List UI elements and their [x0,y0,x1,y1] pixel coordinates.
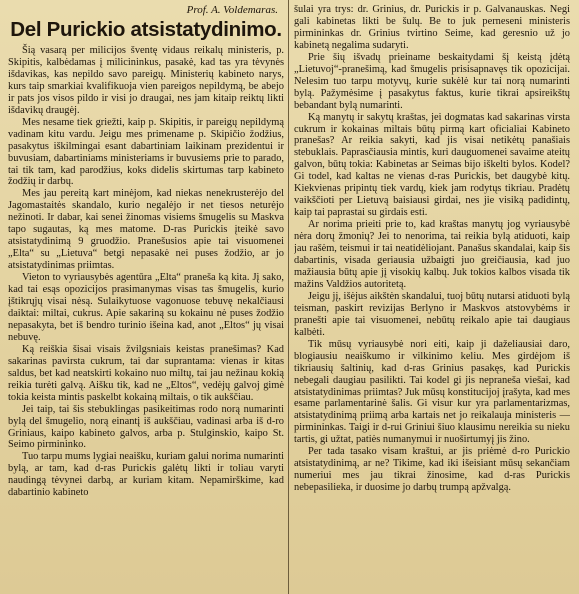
article-title: Del Purickio atsistatydinimo. [10,18,282,41]
article-paragraph: Per tada tasako visam kraštui, ar jis priėmė d-ro Purickio atsistatydinimą, ar ne? Tikime, kad iki išeisiant mūsų sekančiam numeriui mes jau tikrai žinosime, kad d-ras Purickis nebepasilieka, ir duosime jo darbų trumpą apžvalgą. [294,446,570,494]
article-paragraph: Šią vasarą per milicijos šventę vidaus reikalų ministeris, p. Skipitis, kalbėdamas į milicininkus, pasakė, kad tas yra tėvynės išdavikas, kas nepildo savo pareigų. Ministerių kabineto narys, kurs taip smarkiai kvalifikuoja vien pareigos nepildymą, be abejo ir pats jos visos pildo ir visi jo draugai, nes jam kitaip reiktų likti išdavikų draugėj. [8,45,284,116]
article-paragraph: Ar norima prieiti prie to, kad kraštas manytų jog vyriausybė nėra dorų žmonių? Jei to nenorima, tai reikia bylą atiduoti, kaip jau rašėm, teismui ir tai neatidėliojant. Panašus skandalai, kaip šis dabartinis, visada geriausia užbaigti juo greičiausia, kad juo mažiausia būtų apie jį visokių kalbų. Juk tokios kalbos visada tik mažins Valdžios autoritetą. [294,219,570,290]
article-paragraph: Tik mūsų vyriausybė nori eiti, kaip ji daželiausiai daro, blogiausiu neaiškumo ir vilkinimo keliu. Mes girdėjom iš tikriausių šaltinių, kad d-ras Grinius pasakęs, kad Purickis nebegali daugiau pasilikti. Tai kodel gi jis nepraneša viešai, kad atsistatydinimas priimtas? Juk mūsų konstitucijoj įrašyta, kad mes esame parlamentarinė šalis. Gi visur kur yra parlamentarizmas, atsistatydinimą priimą arba kartais net jo reikalauja ministeris — pirmininkas. Taigi ir d-rui Griniui šiuo klausimu nereikia su nieku tartis, gi užtat, patiės numanymui ir nuoširtumyį jis žino. [294,338,570,446]
article-paragraph: Jei taip, tai šis stebuklingas pasikeitimas rodo norą numarinti bylą del šmugelio, norą einantį iš aukščiau, vadinasi arba iš d-ro Griniaus, kaipo kabineto galvos, arba p. Stulginskio, kaipo St. Seimo pirmininko. [8,403,284,451]
article-paragraph: Vieton to vyriausybės agentūra „Elta“ praneša ką kita. Jį sako, kad tai esąs opozicijos prasimanymas visas tas šmugelis, kurio įštikrųjų visai nėsą. Sulaikytuose vagonuose tebuvę nekalčiausi daiktai: miltai, cukrus. Apie sakariną su kokainu nė puses žodžio nepasakyta, bet iš bendro turinio išeina kad, anot „Eltos“ jų visai nebuvę. [8,272,284,343]
article-paragraph: Mes nesame tiek griežti, kaip p. Skipitis, ir pareigų nepildymą vadinam kitu vardu. Jeigu mes primename p. Skipičio žodžius, pasakytus iškilmingai esant dabartiniam laikinam prezidentui ir buvusiam, dabartiniams ministeriams ir buvusiems prie to parado, tai tik tam, kad parodžius, koks didelis skirtumas tarp kabineto žodžių ir darbų. [8,116,284,188]
column-divider [288,0,289,594]
article-paragraph: Ką manytų ir sakytų kraštas, jei dogmatas kad sakarinas virsta cukrum ir kokainas miltais būtų pirmą kart oficialiai Kabineto pranešas? Ar reikia sakyti, kad jis visai netikėtų panašiais stebuklais. Paprasčiausia mintis, kuri dauguomenei savaime ateitų galvon, būtų tokia: Kabinetas ar Seimas bijo iškelti bylos. Kodel? Gi todel, kad kaltas ne vienas d-ras Purickis, bet daugybė kitų. Kiekvienas pripintų tiek vardų, kiek jam rodytųs tikriau. Pradėtų vaikščioti per Lietuvą baisiausi girdai, nes jie visiką padidintų, kaip tai paprastai su girdais esti. [294,111,570,219]
article-paragraph: Ką reiškia šisai visais žvilgsniais keistas pranešimas? Kad sakarinas pavirsta cukrum, tai dar suprantama: vienas ir kitas saldus, bet kad neatskirti kokaino nuo miltų, tai jau nežinau kokią reikia turėti galvą. Aišku tik, kad ne „Eltos“, vedėjų galvoj gimė tokia keista mintis paskelbt kokainą miltais, o tik aukščiau. [8,343,284,403]
article-author: Prof. A. Voldemaras. [186,4,278,16]
right-column [294,4,570,594]
article-paragraph: Tuo tarpu mums lygiai neaišku, kuriam galui norima numarinti bylą, ar tam, kad d-ras Purickis galėtų likti ir toliau varyti naudingą tėvynei darbą, ar kuriam kitam. Nepamirškime, kad dabartinio kabineto [8,451,284,499]
article-paragraph: Jeigu jį, išėjus aikštėn skandalui, tuoj būtų nutarsi atiduoti bylą teisman, paskirt revizijas Berlyno ir Maskvos atstovybėms ir pranešti apie tai visuomenei, nebūtų reikalo apie tai daugiaus kalbėti. [294,290,570,338]
article-paragraph: šulai yra trys: dr. Grinius, dr. Purickis ir p. Galvanauskas. Negi gali kabinetas likti be šulų. Be to juk perneseni ministeris pirmininkas dr. Grinius tvirtino Seime, kad geresnio už jo kabinetą negalima sudaryti. [294,4,570,51]
article-paragraph: Mes jau pereitą kart minėjom, kad niekas nenekrusterėjo del Jagomastaitės skandalo, kurio negalėjo ir net tiesos neturėjo nežinoti. Ir dabar, kai senei žinomas visiems šmugelis su Maskva tapo sugautas, ką mes matome. D-ras Purickis įteikė savo atsistatydinimą 9 gruodžio. Pranešusios apie tai visuomenei „Elta“ su „Lietuva“ betgi nepasakė nei puses žodžio, ar jo atsistatydinimas priimtas. [8,188,284,272]
left-column [8,4,284,594]
article-paragraph: Prie šių išvadų prieiname beskaitydami šį keistą įdėtą „Lietuvoj“-pranešimą, kad šmugelis prisisapnavęs tik opozicijai. Nelesim tuo tarpu motyvų, kurie sukėlė kur tai norą numarinti bylą. Pažymėsime į pasakytus faktus, kurie tikrai apsireikštų bebandant bylą numarinti. [294,51,570,111]
